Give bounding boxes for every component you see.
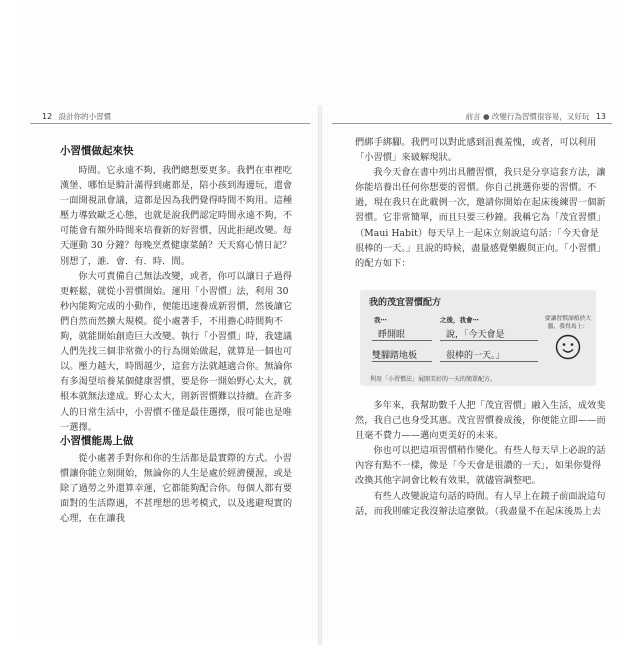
paragraph: 有些人改變說這句話的時間。有人早上在鏡子前面說這句話，而我則確定我沒辦法這麼做。（我盡量不在起床後馬上去 bbox=[355, 490, 606, 517]
paragraph: 你也可以把這項習慣稍作變化。有些人每天早上必說的話內容有點不一樣，像是「今天會是很讚的一天」，如果你覺得改換其他字詞會比較有效果，就儘管調整吧。 bbox=[355, 445, 606, 487]
recipe-behavior-text: 很棒的一天。」 bbox=[446, 351, 505, 361]
paragraph: 你大可責備自己無法改變，或者，你可以讓日子過得更輕鬆，就從小習慣開始。運用「小習慣」法，利用 30 秒內能夠完成的小動作，便能迅速養成新習慣，然後讓它們自然而然擴大規模。從小處著手，不用擔心時間夠不夠，就能開始創造巨大改變。執行「小習慣」時，我建議人們先找三個非常微小的行為開始做起，就算是一個也可以。壓力越大，時間越少，這套方法就越適合你。無論你有多渴望培養某個健康習慣，要是你一開始野心太大，就根本就無法達成。野心太大，則新習慣難以持續。在許多人的日常生活中，小習慣不僅是最佳選擇，很可能也是唯一選擇。 bbox=[60, 270, 293, 433]
recipe-anchor-text: 雙腳踏地板 bbox=[372, 351, 418, 361]
right-page-number: 13 bbox=[595, 112, 606, 121]
left-text-block-1 bbox=[60, 163, 298, 435]
paragraph: 時間。它永遠不夠，我們總想要更多。我們在車裡吃漢堡、哪怕是騎計滿得到處都是，陪小孩到海邊玩，還會一面開視訊會議，這都是因為我們覺得時間不夠用。這種壓力導致歐乏心態，也就是說我們認定時間永遠不夠，不可能會有額外時間來培養新的好習慣，因此拒絕改變。每天運動 30 分鐘？每晚烹煮健康菜餚？天天寫心情日記？別想了，誰．會．有．時．間。 bbox=[60, 165, 293, 267]
paragraph: 從小處著手對你和你的生活都是最實際的方式。小習慣讓你能立刻開始，無論你的人生是處於經濟優渥，或是除了過勞之外還算幸運，它都能夠配合你。每個人都有要面對的生活際遇，不甚理想的思考模式，以及逃避現實的心理，在在讓我 bbox=[60, 453, 293, 525]
smiley-face-icon bbox=[555, 334, 581, 360]
celebration-note: 要讓習慣深植於大腦，我得馬上： bbox=[544, 316, 592, 330]
recipe-anchor-text: 睜開眼 bbox=[378, 330, 406, 340]
recipe-line bbox=[440, 361, 538, 362]
recipe-line bbox=[372, 340, 432, 341]
recipe-caption: 利用「小習慣法」展開美好的一天的簡單配方。 bbox=[370, 376, 497, 383]
recipe-line bbox=[440, 340, 538, 341]
recipe-line bbox=[372, 361, 432, 362]
right-text-block-1 bbox=[355, 135, 607, 271]
recipe-column-label: 之後，我會⋯ bbox=[440, 316, 479, 324]
left-page-number: 12 bbox=[42, 112, 53, 121]
left-running-title: 設計你的小習慣 bbox=[58, 112, 112, 121]
right-text-block-2 bbox=[355, 398, 607, 519]
right-running-header bbox=[398, 111, 610, 122]
left-running-header bbox=[38, 111, 111, 122]
right-header-rule bbox=[332, 123, 612, 124]
paragraph: 我今天會在書中列出具體習慣，我只是分享這套方法，讓你能培養出任何你想要的習慣。你自己挑選你要的習慣。不過，現在我只在此載例一次，邀請你開始在起床後練習一個新習慣。它非常簡單，而且只要三秒鐘。我稱它為「茂宜習慣」（Maui Habit）每天早上一起床立刻說這句話：「今天會是很棒的一天。」且說的時候，盡量感覺樂觀與正向。「小習慣」的配方如下： bbox=[355, 167, 606, 269]
recipe-column-label: 我⋯ bbox=[374, 316, 387, 324]
recipe-behavior-text: 說，「今天會是 bbox=[446, 330, 505, 340]
book-gutter bbox=[318, 105, 322, 645]
paragraph: 們綁手綁腳。我們可以對此感到沮喪羞愧，或者，可以利用「小習慣」來破解現狀。 bbox=[355, 137, 597, 164]
paragraph: 多年來，我幫助數千人把「茂宜習慣」融入生活，成效斐然，我自己也身受其惠。茂宜習慣養成後，你便能立即——而且毫不費力——邁向更美好的未來。 bbox=[355, 400, 606, 442]
left-header-rule bbox=[30, 123, 310, 124]
recipe-title: 我的茂宜習慣配方 bbox=[369, 298, 442, 308]
section-heading-quick: 小習慣做起來快 bbox=[60, 145, 134, 157]
right-running-title: 前言 ● 改變行為習慣很容易，又好玩 bbox=[465, 112, 590, 121]
left-text-block-2 bbox=[60, 451, 298, 526]
section-heading-now: 小習慣能馬上做 bbox=[60, 435, 134, 447]
habit-recipe-card bbox=[360, 290, 596, 386]
